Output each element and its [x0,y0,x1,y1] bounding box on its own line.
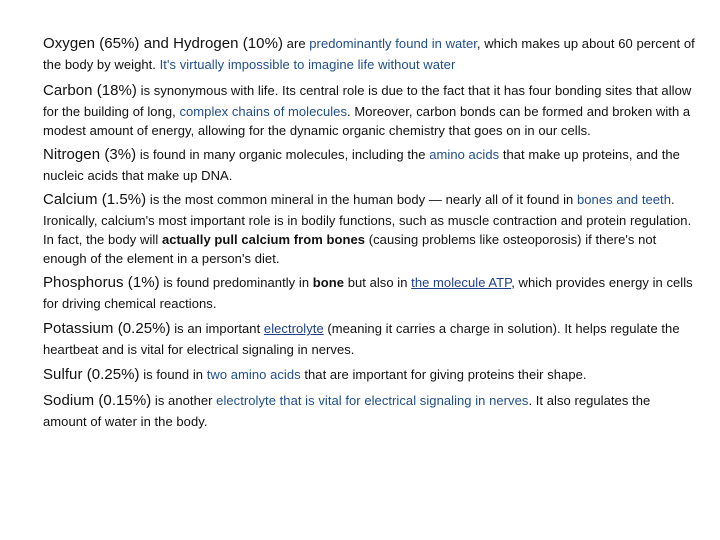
highlight-two-amino-acids-link[interactable]: two amino acids [206,367,301,382]
paragraph-text: (causing problems like osteoporosis) if there's not enough of the element in a person's diet. [43,232,657,266]
paragraph-text: but also in [344,275,412,290]
bold-phrase: bone [312,275,345,290]
paragraph-calcium [43,189,695,268]
bold-phrase: actually pull calcium from bones [161,232,366,247]
highlight-water-link[interactable]: predominantly found in water [309,36,477,51]
paragraph-nitrogen [43,144,695,185]
paragraph-text: that make up proteins, and the nucleic acids that make up DNA. [43,147,680,183]
paragraph-phosphorus [43,272,695,313]
paragraph-text: is found in [139,367,207,382]
electrolyte-link[interactable]: electrolyte [263,321,324,336]
highlight-molecules-link[interactable]: complex chains of molecules [179,104,347,119]
highlight-life-water-link[interactable]: It's virtually impossible to imagine life without water [159,57,456,72]
paragraph-text: , which makes up about 60 percent of the body by weight. [43,36,695,72]
element-name: Potassium (0.25%) [43,320,171,337]
paragraph-text: is an important [170,321,264,336]
paragraph-text: (meaning it carries a charge in solution). It helps regulate the heartbeat and is vital for electrical signaling in nerves. [43,321,680,357]
highlight-bones-teeth-link[interactable]: bones and teeth [576,192,671,207]
highlight-amino-acids-link[interactable]: amino acids [429,147,500,162]
paragraph-text: is another [151,393,217,408]
element-name: Sulfur (0.25%) [43,366,140,383]
element-name: Phosphorus (1%) [43,274,160,291]
paragraph-text: . Moreover, carbon bonds can be formed and broken with a modest amount of energy, allowing for the dynamic organic chemistry that goes on in our cells. [43,104,691,138]
paragraph-text: . It also regulates the amount of water in the body. [43,393,651,429]
element-name: Carbon (18%) [43,82,137,99]
paragraph-text: that are important for giving proteins their shape. [300,367,587,382]
highlight-electrolyte-link[interactable]: electrolyte that is vital for electrical signaling in nerves [216,393,529,408]
paragraph-text: is synonymous with life. Its central role is due to the fact that it has four bonding sites that allow for the building of long, [43,83,692,119]
paragraph-sodium [43,390,695,431]
paragraph-oxygen-hydrogen [43,33,695,74]
atp-link[interactable]: the molecule ATP [411,275,512,290]
element-name: Sodium (0.15%) [43,392,152,409]
paragraph-text: is the most common mineral in the human body — nearly all of it found in [146,192,577,207]
paragraph-text: is found predominantly in [159,275,313,290]
paragraph-text: . Ironically, calcium's most important role is in bodily functions, such as muscle contraction and protein regulation. In fact, the body will [43,192,692,247]
paragraph-text: is found in many organic molecules, including the [136,147,430,162]
element-name: Calcium (1.5%) [43,191,147,208]
element-name: Nitrogen (3%) [43,146,137,163]
document-body [43,33,695,434]
paragraph-carbon [43,80,695,140]
element-name: Oxygen (65%) and Hydrogen (10%) [43,35,284,52]
paragraph-sulfur [43,364,695,386]
paragraph-text: are [283,36,310,51]
paragraph-text: , which provides energy in cells for driving chemical reactions. [43,275,693,311]
paragraph-potassium [43,318,695,359]
